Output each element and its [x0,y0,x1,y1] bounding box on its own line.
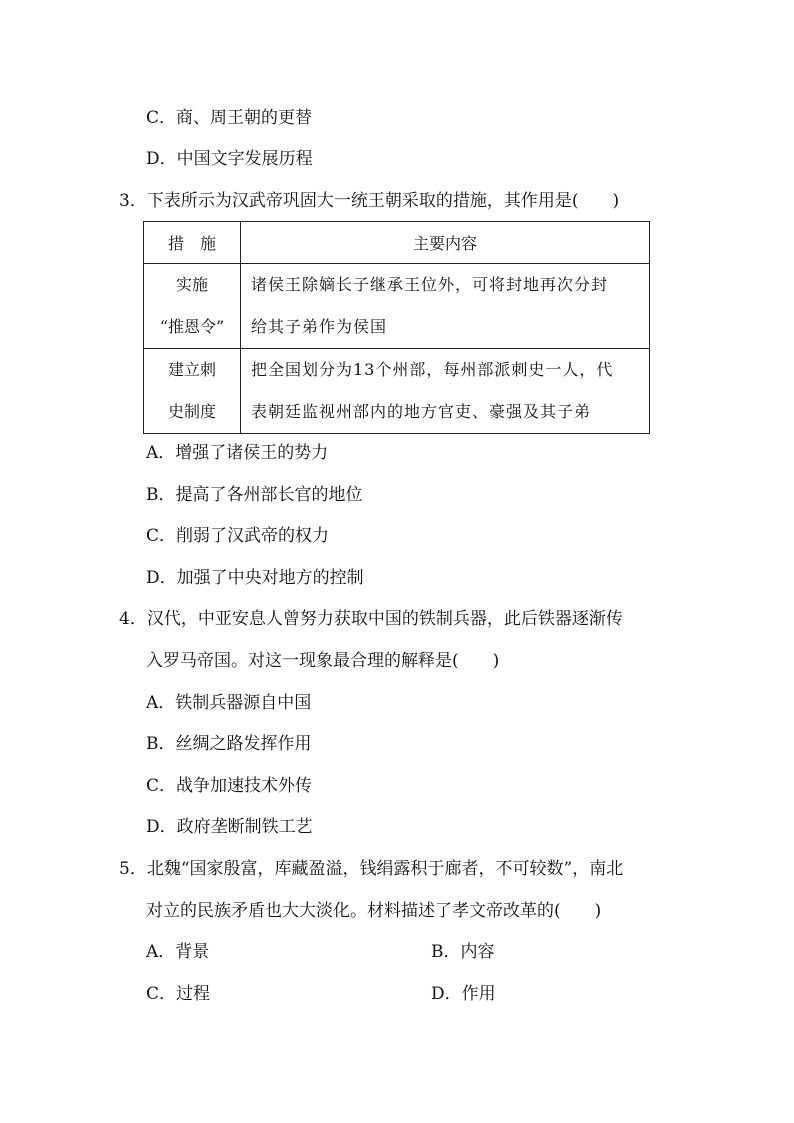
q2-option-d: D．中国文字发展历程 [146,149,313,169]
q3-option-a: A．增强了诸侯王的势力 [146,443,329,463]
q5-stem-line1: 5．北魏“国家殷富，库藏盈溢，钱绢露积于廊者，不可较数”，南北 [119,859,624,879]
header-content: 主要内容 [241,222,650,264]
q3-stem: 3．下表所示为汉武帝巩固大一统王朝采取的措施，其作用是( ) [119,191,620,211]
row1-measure: 实施 “推恩令” [144,264,241,349]
q3-table [143,221,650,434]
q5-stem-line2: 对立的民族矛盾也大大淡化。材料描述了孝文帝改革的( ) [146,901,602,921]
q5-option-d: D．作用 [431,984,496,1004]
table-row [144,264,650,349]
row2-content: 把全国划分为13个州部，每州部派刺史一人，代 表朝廷监视州部内的地方官吏、豪强及其子弟 [241,349,650,434]
q4-option-b: B．丝绸之路发挥作用 [146,734,312,754]
q3-option-d: D．加强了中央对地方的控制 [146,568,364,588]
q5-option-c: C．过程 [146,984,211,1004]
q4-stem-line2: 入罗马帝国。对这一现象最合理的解释是( ) [146,651,500,671]
q2-option-c: C．商、周王朝的更替 [146,108,313,128]
table-header-row [144,222,650,264]
q3-option-b: B．提高了各州部长官的地位 [146,485,363,505]
q4-option-a: A．铁制兵器源自中国 [146,693,312,713]
q4-option-c: C．战争加速技术外传 [146,776,313,796]
q4-option-d: D．政府垄断制铁工艺 [146,817,313,837]
row2-measure: 建立刺 史制度 [144,349,241,434]
q5-option-a: A．背景 [146,942,210,962]
q4-stem-line1: 4．汉代，中亚安息人曾努力获取中国的铁制兵器，此后铁器逐渐传 [119,609,623,629]
row1-content: 诸侯王除嫡长子继承王位外，可将封地再次分封 给其子弟作为侯国 [241,264,650,349]
header-measure: 措 施 [144,222,241,264]
table-row [144,349,650,434]
q3-option-c: C．削弱了汉武帝的权力 [146,526,330,546]
q5-option-b: B．内容 [431,942,495,962]
